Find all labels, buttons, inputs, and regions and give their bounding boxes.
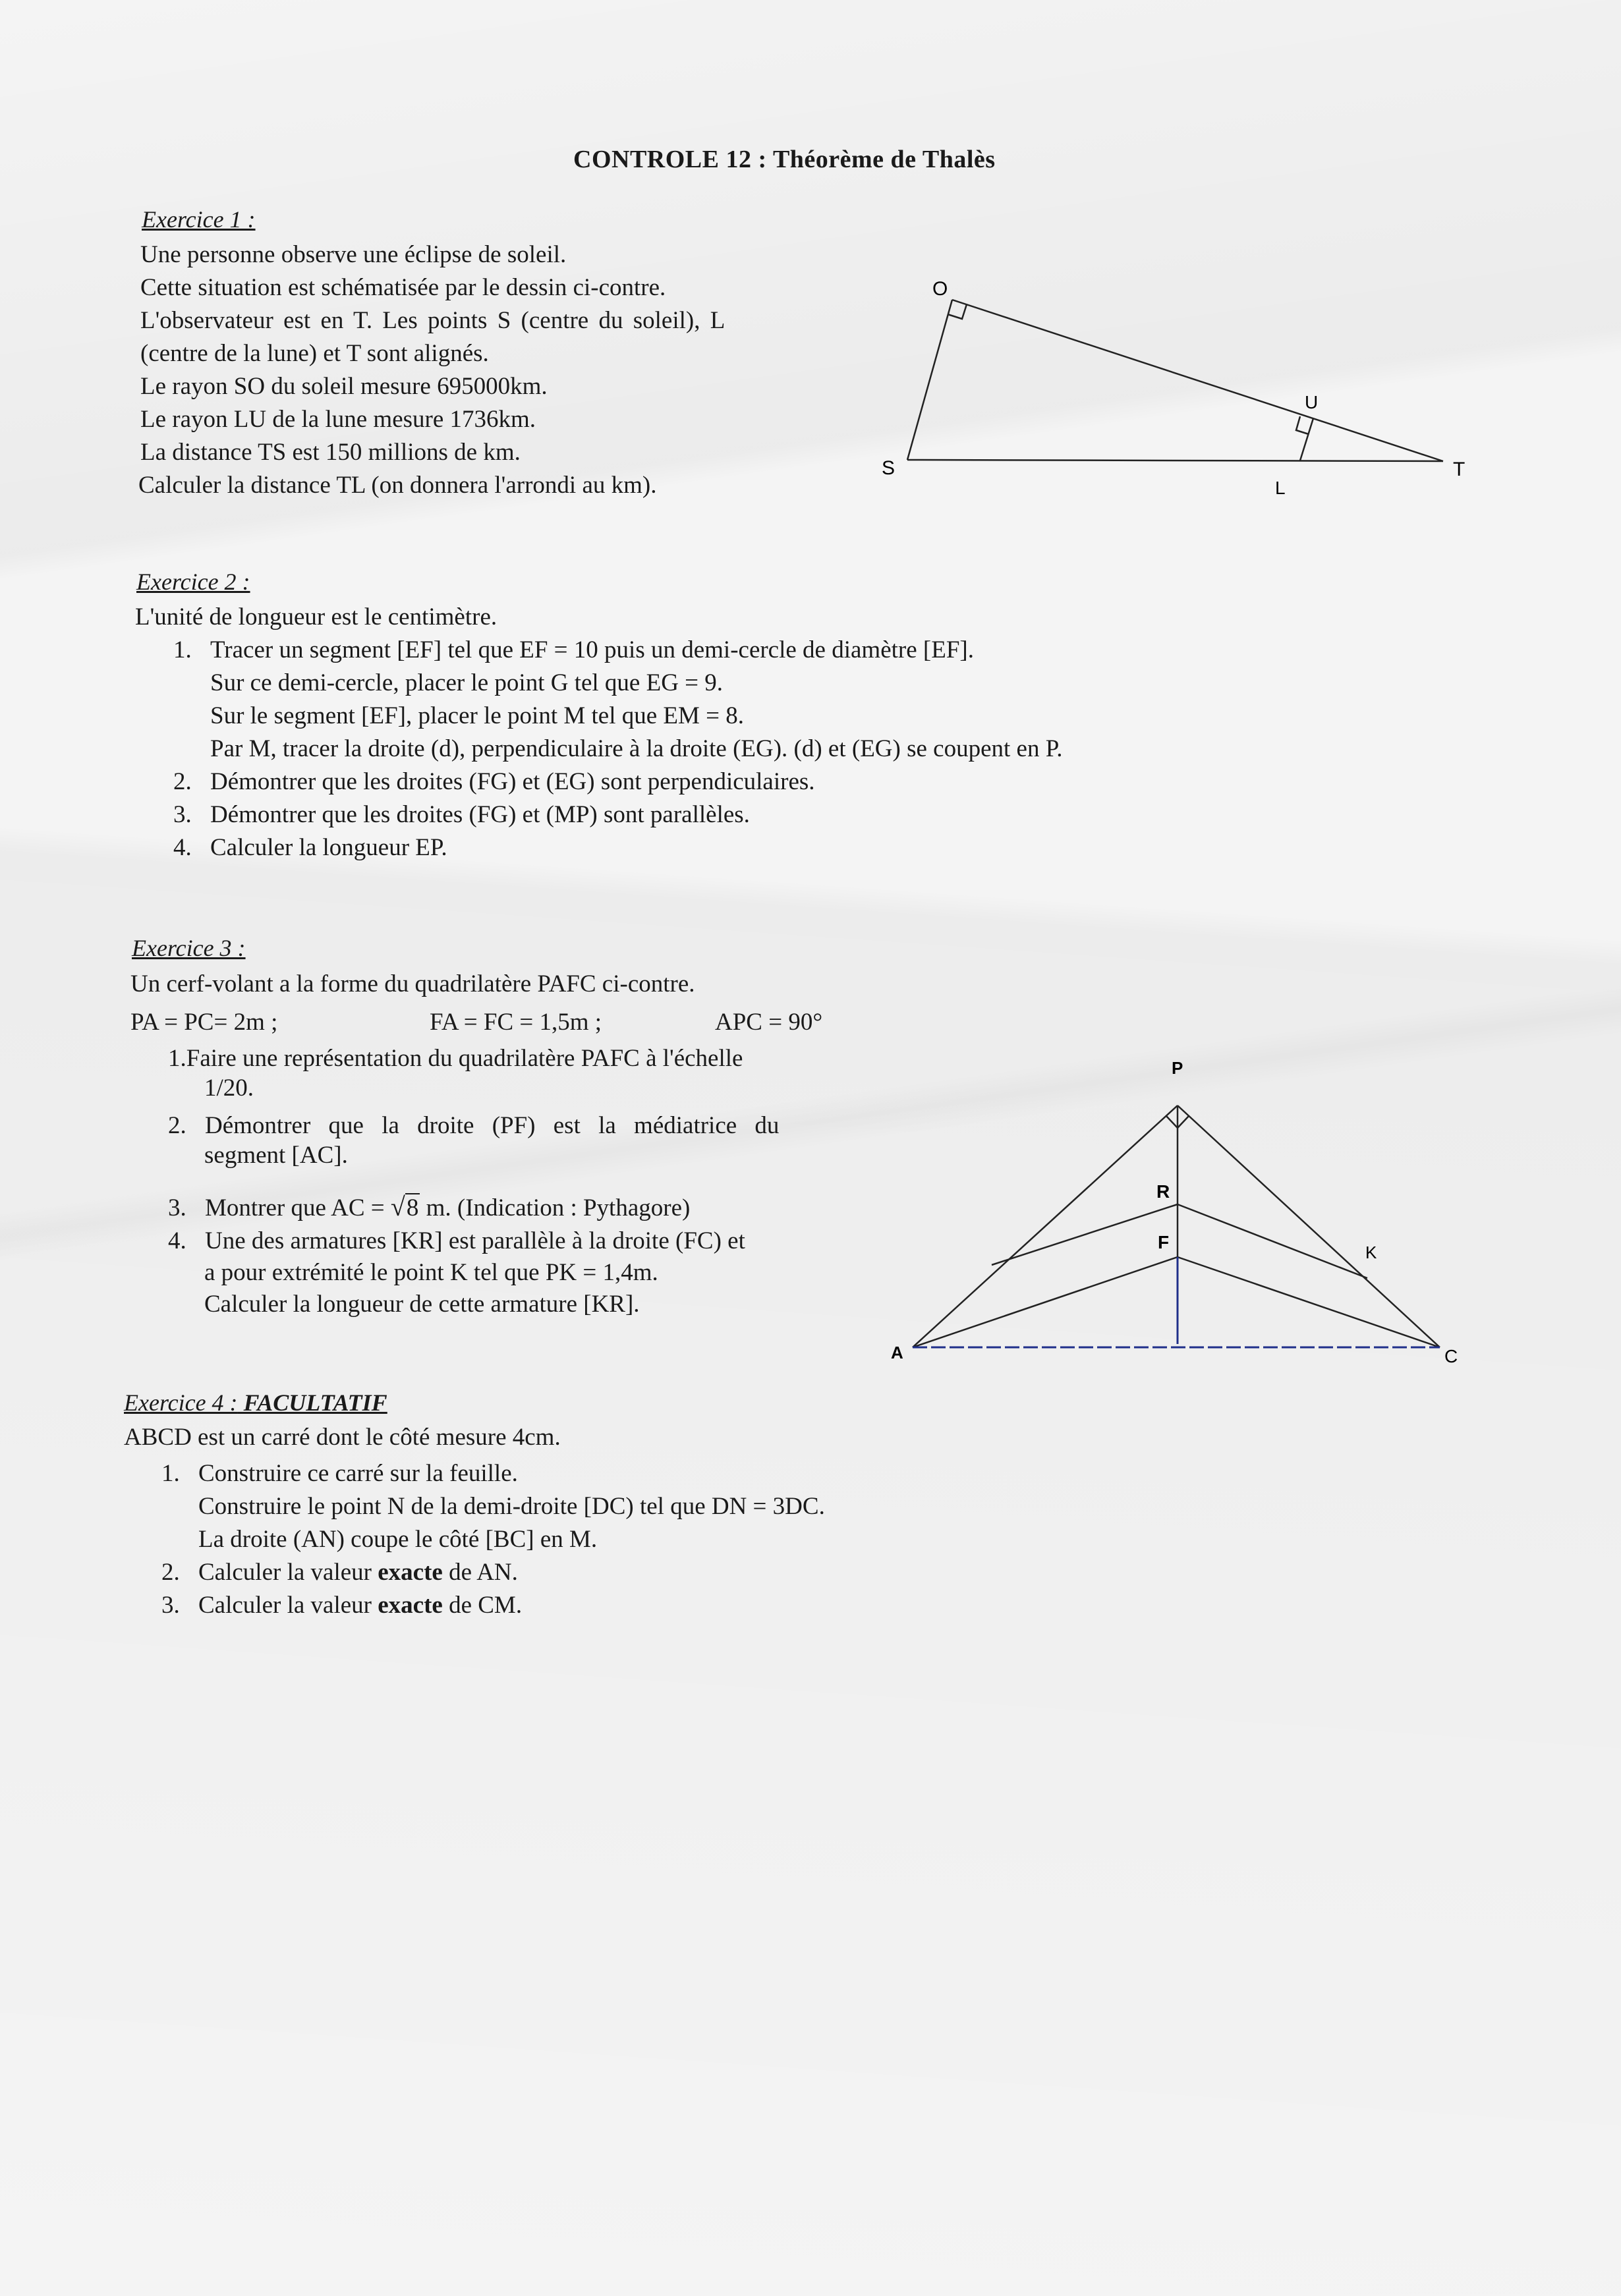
segment-armature-left (992, 1204, 1178, 1265)
ex4-item-2-num: 2. (161, 1559, 180, 1586)
label-t: T (1453, 459, 1465, 480)
ex4-item-2-post: de AN. (449, 1559, 518, 1586)
ex3-given-2: FA = FC = 1,5m ; (430, 1009, 602, 1036)
ex2-item-2 (173, 768, 815, 797)
ex1-line-2: Cette situation est schématisée par le dessin ci-contre. (140, 274, 666, 301)
segment-pc (1178, 1106, 1440, 1347)
ex4-item-1-text: Construire ce carré sur la feuille. (198, 1460, 518, 1487)
ex3-given-1: PA = PC= 2m ; (130, 1009, 278, 1036)
ex2-item-1-text: Tracer un segment [EF] tel que EF = 10 puis un demi-cercle de diamètre [EF]. (210, 636, 974, 663)
ex2-item-1c: Sur le segment [EF], placer le point M tel que EM = 8. (210, 702, 745, 729)
ex4-intro: ABCD est un carré dont le côté mesure 4cm. (124, 1424, 561, 1451)
ex4-item-1-num: 1. (161, 1460, 180, 1487)
ex4-item-3-pre: Calculer la valeur (198, 1592, 372, 1619)
segment-fc (1178, 1257, 1440, 1347)
ex3-item-4b: a pour extrémité le point K tel que PK = 1,4m. (204, 1259, 658, 1286)
ex2-item-1b: Sur ce demi-cercle, placer le point G tel que EG = 9. (210, 669, 724, 696)
ex4-item-1b: Construire le point N de la demi-droite [DC) tel que DN = 3DC. (198, 1493, 825, 1520)
ex3-item-1b: 1/20. (204, 1075, 254, 1102)
ex4-heading-text: Exercice 4 : (124, 1389, 238, 1416)
ex2-item-4-num: 4. (173, 834, 192, 861)
page-title: CONTROLE 12 : Théorème de Thalès (573, 146, 996, 173)
ex2-item-2-num: 2. (173, 768, 192, 795)
ex2-intro: L'unité de longueur est le centimètre. (135, 603, 498, 630)
ex1-line-3: L'observateur est en T. Les points S (centre du soleil), L (140, 307, 725, 334)
segment-ot (952, 300, 1443, 461)
ex3-item-2 (168, 1111, 779, 1140)
label-s: S (882, 457, 896, 479)
ex4-item-2 (161, 1558, 518, 1587)
label-a: A (891, 1343, 903, 1362)
ex4-item-3-num: 3. (161, 1592, 180, 1619)
ex3-item-1a: 1.Faire une représentation du quadrilatère PAFC à l'échelle (168, 1045, 743, 1072)
ex3-item-3-num: 3. (168, 1194, 186, 1221)
ex2-item-1-num: 1. (173, 636, 192, 663)
ex4-item-2-bold: exacte (378, 1559, 443, 1586)
kite-figure (876, 1048, 1469, 1377)
radical-sign: √ (390, 1192, 405, 1221)
ex3-item-2b: segment [AC]. (204, 1142, 348, 1169)
label-p: P (1172, 1058, 1183, 1078)
ex1-heading: Exercice 1 : (142, 206, 256, 233)
segment-af (913, 1257, 1178, 1347)
ex2-item-3-num: 3. (173, 801, 192, 828)
label-c: C (1444, 1346, 1458, 1366)
ex1-line-4: (centre de la lune) et T sont alignés. (140, 340, 489, 367)
ex4-item-3 (161, 1591, 522, 1620)
label-f: F (1158, 1232, 1170, 1252)
ex2-item-1 (173, 636, 974, 665)
ex4-item-1 (161, 1459, 518, 1488)
ex2-item-1d: Par M, tracer la droite (d), perpendiculaire à la droite (EG). (d) et (EG) se coupent en P. (210, 735, 1063, 762)
sqrt-symbol (391, 1191, 420, 1223)
ex3-given-3: APC = 90° (715, 1009, 823, 1036)
ex3-item-3-text-b: m. (Indication : Pythagore) (426, 1194, 691, 1221)
ex4-item-3-bold: exacte (378, 1592, 443, 1619)
ex2-item-2-text: Démontrer que les droites (FG) et (EG) sont perpendiculaires. (210, 768, 815, 795)
ex2-item-3 (173, 800, 750, 829)
ex3-item-4-num: 4. (168, 1227, 186, 1254)
ex4-item-1c: La droite (AN) coupe le côté [BC] en M. (198, 1526, 598, 1553)
ex2-item-3-text: Démontrer que les droites (FG) et (MP) sont parallèles. (210, 801, 750, 828)
segment-pa (913, 1106, 1178, 1347)
ex1-line-7: La distance TS est 150 millions de km. (140, 439, 521, 466)
ex3-heading: Exercice 3 : (132, 935, 246, 961)
ex2-item-4-text: Calculer la longueur EP. (210, 834, 447, 861)
ex2-item-4 (173, 833, 447, 862)
ex4-item-2-pre: Calculer la valeur (198, 1559, 372, 1586)
label-o: O (932, 278, 948, 300)
ex4-heading (124, 1389, 387, 1416)
ex3-intro: Un cerf-volant a la forme du quadrilatère PAFC ci-contre. (130, 970, 695, 997)
segment-so (907, 300, 952, 460)
ex3-item-4 (168, 1227, 745, 1256)
label-r: R (1156, 1181, 1170, 1202)
segment-st (907, 460, 1443, 461)
label-k: K (1365, 1243, 1377, 1262)
ex3-item-3 (168, 1191, 690, 1223)
radicand: 8 (406, 1194, 419, 1221)
ex1-line-1: Une personne observe une éclipse de soleil. (140, 241, 567, 268)
ex3-item-2-text: Démontrer que la droite (PF) est la médiatrice du (205, 1112, 780, 1139)
ex1-line-5: Le rayon SO du soleil mesure 695000km. (140, 373, 548, 400)
eclipse-figure (876, 270, 1483, 507)
ex1-line-6: Le rayon LU de la lune mesure 1736km. (140, 406, 536, 433)
right-angle-u (1296, 416, 1309, 434)
ex2-heading: Exercice 2 : (136, 569, 250, 595)
label-l: L (1275, 478, 1286, 498)
ex3-item-4-text: Une des armatures [KR] est parallèle à la droite (FC) et (205, 1227, 745, 1254)
ex3-item-4c: Calculer la longueur de cette armature [KR]. (204, 1291, 640, 1318)
ex4-heading-optional: FACULTATIF (243, 1389, 387, 1416)
label-u: U (1305, 392, 1319, 412)
ex3-item-2-num: 2. (168, 1112, 186, 1139)
ex4-item-3-post: de CM. (449, 1592, 523, 1619)
segment-lu (1300, 418, 1313, 461)
ex3-item-3-text-a: Montrer que AC = (205, 1194, 385, 1221)
ex1-line-8: Calculer la distance TL (on donnera l'arrondi au km). (138, 472, 657, 499)
